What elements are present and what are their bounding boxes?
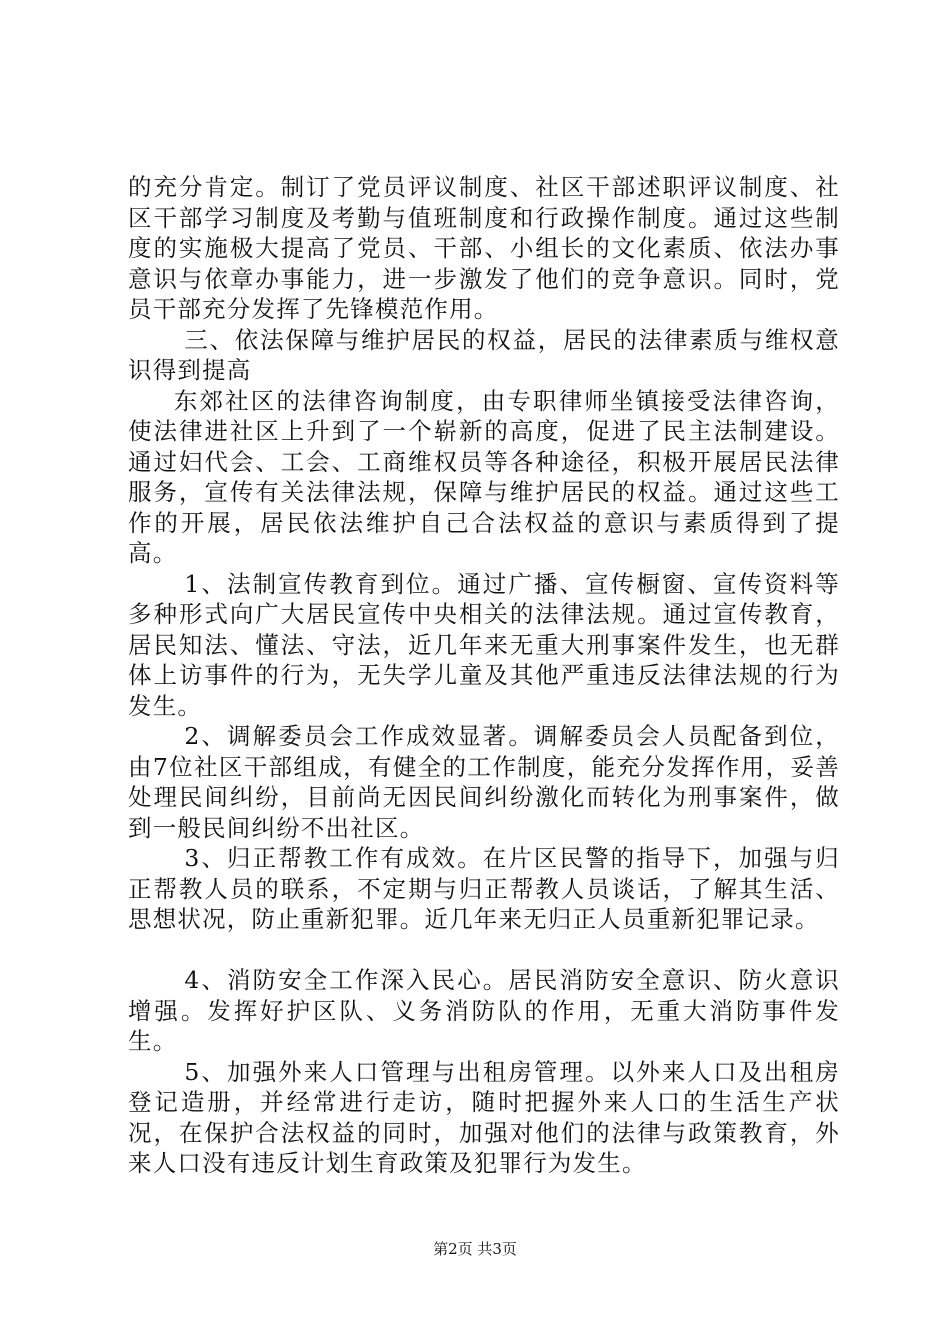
paragraph-item-3: 3、归正帮教工作有成效。在片区民警的指导下，加强与归正帮教人员的联系，不定期与归正帮教人员谈话，了解其生活、思想状况，防止重新犯罪。近几年来无归正人员重新犯罪记录。 (128, 844, 840, 933)
paragraph-item-1: 1、法制宣传教育到位。通过广播、宣传橱窗、宣传资料等多种形式向广大居民宣传中央相关的法律法规。通过宣传教育，居民知法、懂法、守法，近几年来无重大刑事案件发生，也无群体上访事件的行为，无失学儿童及其他严重违反法律法规的行为发生。 (128, 569, 840, 720)
paragraph-item-4: 4、消防安全工作深入民心。居民消防安全意识、防火意识增强。发挥好护区队、义务消防队的作用，无重大消防事件发生。 (128, 966, 840, 1055)
paragraph-legal-consulting: 东郊社区的法律咨询制度，由专职律师坐镇接受法律咨询，使法律进社区上升到了一个崭新的高度，促进了民主法制建设。通过妇代会、工会、工商维权员等各种途径，积极开展居民法律服务，宣传有关法律法规，保障与维护居民的权益。通过这些工作的开展，居民依法维护自己合法权益的意识与素质得到了提高。 (128, 386, 840, 567)
paragraph-spacer (128, 935, 840, 966)
paragraph-intro: 的充分肯定。制订了党员评议制度、社区干部述职评议制度、社区干部学习制度及考勤与值班制度和行政操作制度。通过这些制度的实施极大提高了党员、干部、小组长的文化素质、依法办事意识与依章办事能力，进一步激发了他们的竞争意识。同时，党员干部充分发挥了先锋模范作用。 (128, 173, 840, 323)
paragraph-item-5: 5、加强外来人口管理与出租房管理。以外来人口及出租房登记造册，并经常进行走访，随时把握外来人口的生活生产状况，在保护合法权益的同时，加强对他们的法律与政策教育，外来人口没有违反计划生育政策及犯罪行为发生。 (128, 1057, 840, 1177)
paragraph-item-2: 2、调解委员会工作成效显著。调解委员会人员配备到位，由7位社区干部组成，有健全的工作制度，能充分发挥作用，妥善处理民间纠纷，目前尚无因民间纠纷激化而转化为刑事案件，做到一般民间纠纷不出社区。 (128, 722, 840, 842)
page-footer: 第2页 共3页 (433, 1240, 517, 1258)
document-body (128, 172, 840, 1179)
section-heading-three: 三、依法保障与维护居民的权益，居民的法律素质与维权意识得到提高 (128, 325, 840, 384)
